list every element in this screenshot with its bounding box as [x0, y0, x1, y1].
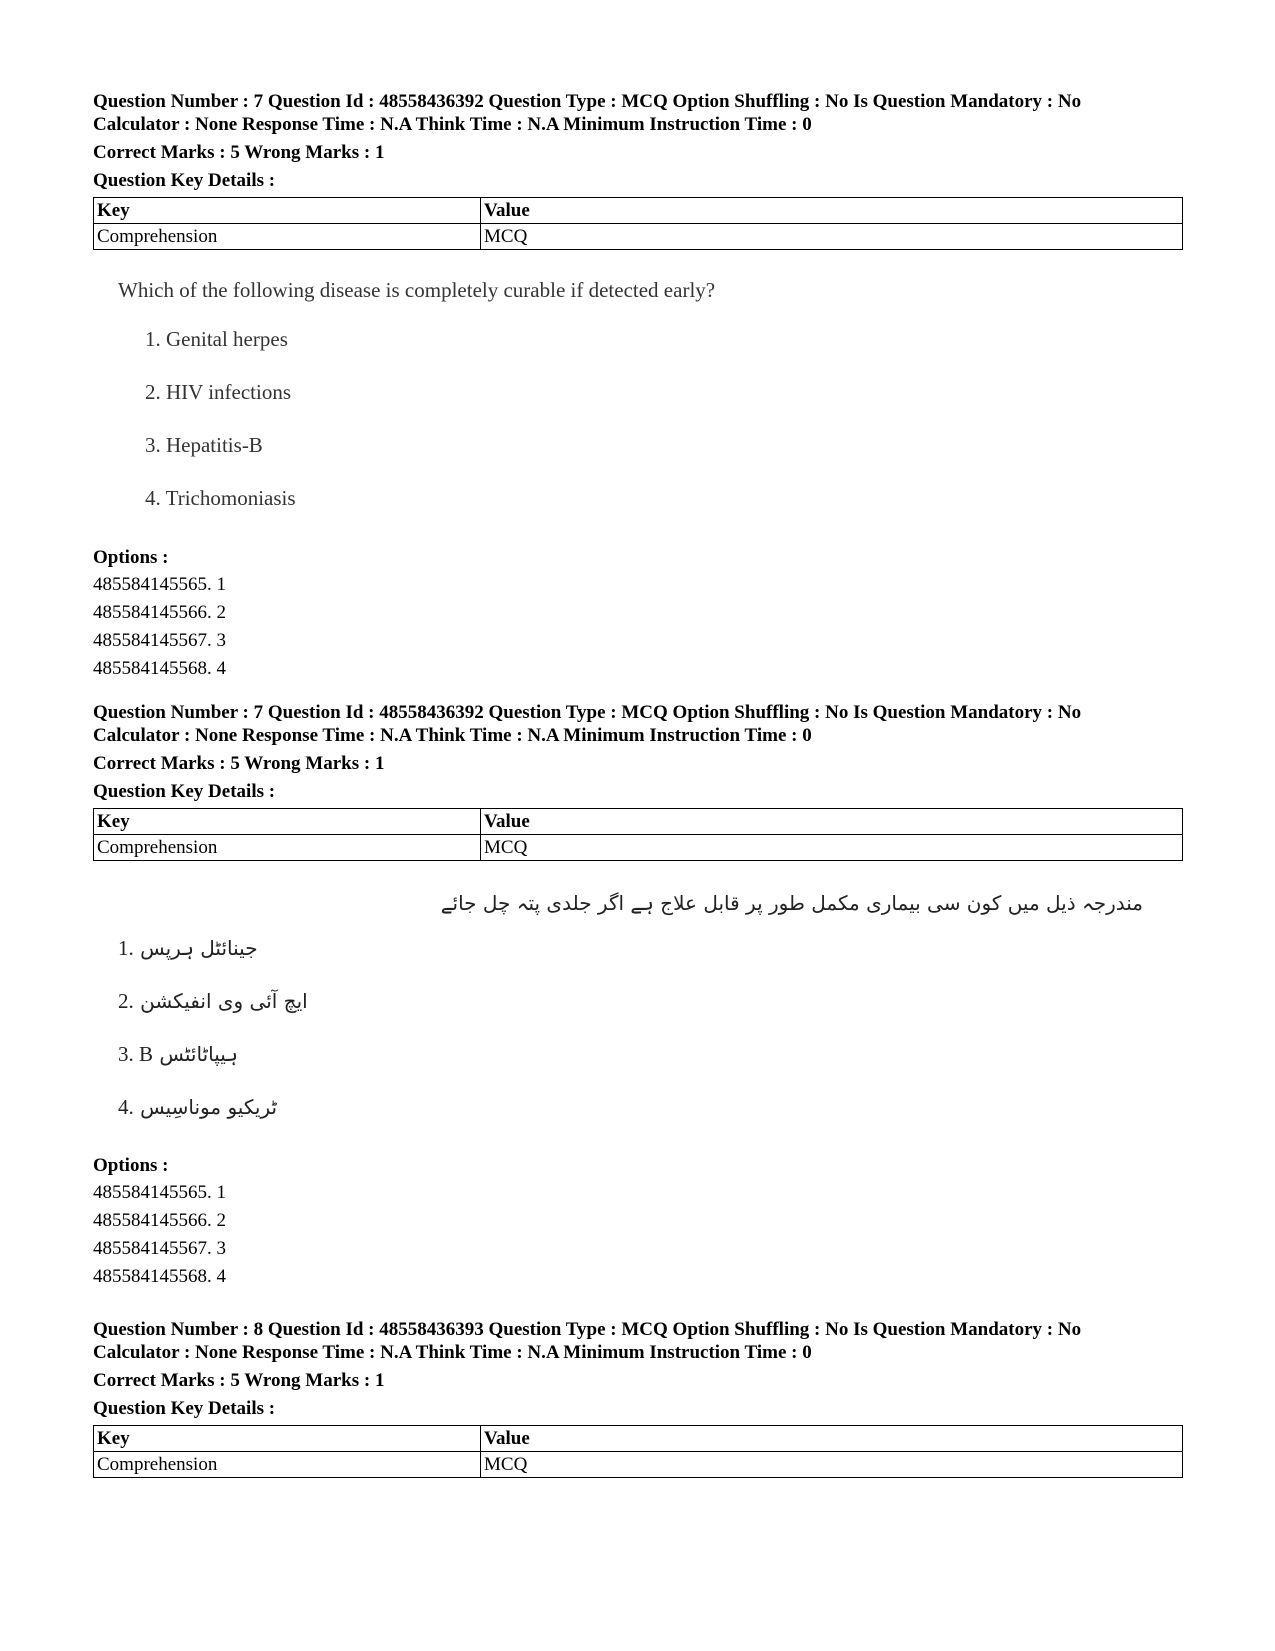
choice-item	[118, 933, 1183, 986]
table-cell-value: MCQ	[481, 1452, 1183, 1478]
table-row	[94, 1452, 1183, 1478]
table-header-value: Value	[481, 1426, 1183, 1452]
choice-item	[118, 986, 1183, 1039]
marks-line: Correct Marks : 5 Wrong Marks : 1	[93, 142, 385, 163]
choice-text: ایچ آئی وی انفیکشن	[140, 989, 308, 1013]
table-cell-key: Comprehension	[94, 224, 481, 250]
choice-list-urdu	[118, 933, 1183, 1145]
key-details-table	[93, 808, 1183, 861]
choice-item: 1. Genital herpes	[145, 327, 288, 351]
table-cell-key: Comprehension	[94, 1452, 481, 1478]
key-details-table	[93, 1425, 1183, 1478]
table-cell-value: MCQ	[481, 224, 1183, 250]
table-header-value: Value	[481, 809, 1183, 835]
choice-number: 2.	[118, 989, 134, 1013]
table-header-value: Value	[481, 198, 1183, 224]
choice-item: 3. Hepatitis-B	[145, 433, 263, 457]
meta-line-1: Question Number : 7 Question Id : 48558436392 Question Type : MCQ Option Shuffling : No Is Question Mandatory : No	[93, 702, 1082, 723]
marks-line: Correct Marks : 5 Wrong Marks : 1	[93, 1370, 385, 1391]
choice-item	[118, 1092, 1183, 1145]
table-cell-value: MCQ	[481, 835, 1183, 861]
table-header-row	[94, 198, 1183, 224]
option-item: 485584145568. 4	[93, 658, 226, 679]
question-meta	[93, 1318, 1183, 1364]
table-header-key: Key	[94, 1426, 481, 1452]
meta-line-1: Question Number : 8 Question Id : 48558436393 Question Type : MCQ Option Shuffling : No Is Question Mandatory : No	[93, 1319, 1082, 1340]
option-item: 485584145566. 2	[93, 602, 226, 623]
meta-line-2: Calculator : None Response Time : N.A Think Time : N.A Minimum Instruction Time : 0	[93, 725, 812, 746]
option-item: 485584145565. 1	[93, 574, 226, 595]
question-block-1	[93, 90, 1183, 683]
question-text: Which of the following disease is completely curable if detected early?	[118, 278, 716, 302]
marks-line: Correct Marks : 5 Wrong Marks : 1	[93, 753, 385, 774]
table-header-row	[94, 809, 1183, 835]
choice-text: ہیپاٹائٹس	[159, 1042, 239, 1066]
option-item: 485584145567. 3	[93, 1238, 226, 1259]
meta-line-2: Calculator : None Response Time : N.A Think Time : N.A Minimum Instruction Time : 0	[93, 1342, 812, 1363]
choice-item	[118, 1039, 1183, 1092]
table-header-key: Key	[94, 809, 481, 835]
question-block-3	[93, 1318, 1183, 1478]
key-details-heading: Question Key Details :	[93, 1398, 276, 1419]
choice-number: 4.	[118, 1095, 134, 1119]
table-cell-key: Comprehension	[94, 835, 481, 861]
choice-item: 2. HIV infections	[145, 380, 292, 404]
choice-number: 1.	[118, 936, 134, 960]
choice-number: 3. B	[118, 1042, 154, 1066]
option-item: 485584145566. 2	[93, 1210, 226, 1231]
options-heading: Options :	[93, 1155, 169, 1176]
question-text-urdu: مندرجہ ذیل میں کون سی بیماری مکمل طور پر قابل علاج ہے اگر جلدی پتہ چل جائے	[440, 891, 1143, 915]
table-header-row	[94, 1426, 1183, 1452]
question-meta	[93, 701, 1183, 747]
meta-line-1: Question Number : 7 Question Id : 48558436392 Question Type : MCQ Option Shuffling : No Is Question Mandatory : No	[93, 91, 1082, 112]
question-meta	[93, 90, 1183, 136]
key-details-heading: Question Key Details :	[93, 170, 276, 191]
table-header-key: Key	[94, 198, 481, 224]
choice-item: 4. Trichomoniasis	[145, 486, 296, 510]
question-block-2	[93, 701, 1183, 1291]
option-item: 485584145568. 4	[93, 1266, 226, 1287]
key-details-heading: Question Key Details :	[93, 781, 276, 802]
option-item: 485584145567. 3	[93, 630, 226, 651]
options-heading: Options :	[93, 547, 169, 568]
choice-text: جینائٹل ہرپس	[140, 936, 258, 960]
choice-text: ٹریکیو موناسِیس	[140, 1095, 278, 1119]
table-row	[94, 835, 1183, 861]
choice-list	[145, 325, 1183, 537]
option-item: 485584145565. 1	[93, 1182, 226, 1203]
meta-line-2: Calculator : None Response Time : N.A Think Time : N.A Minimum Instruction Time : 0	[93, 114, 812, 135]
key-details-table	[93, 197, 1183, 250]
table-row	[94, 224, 1183, 250]
